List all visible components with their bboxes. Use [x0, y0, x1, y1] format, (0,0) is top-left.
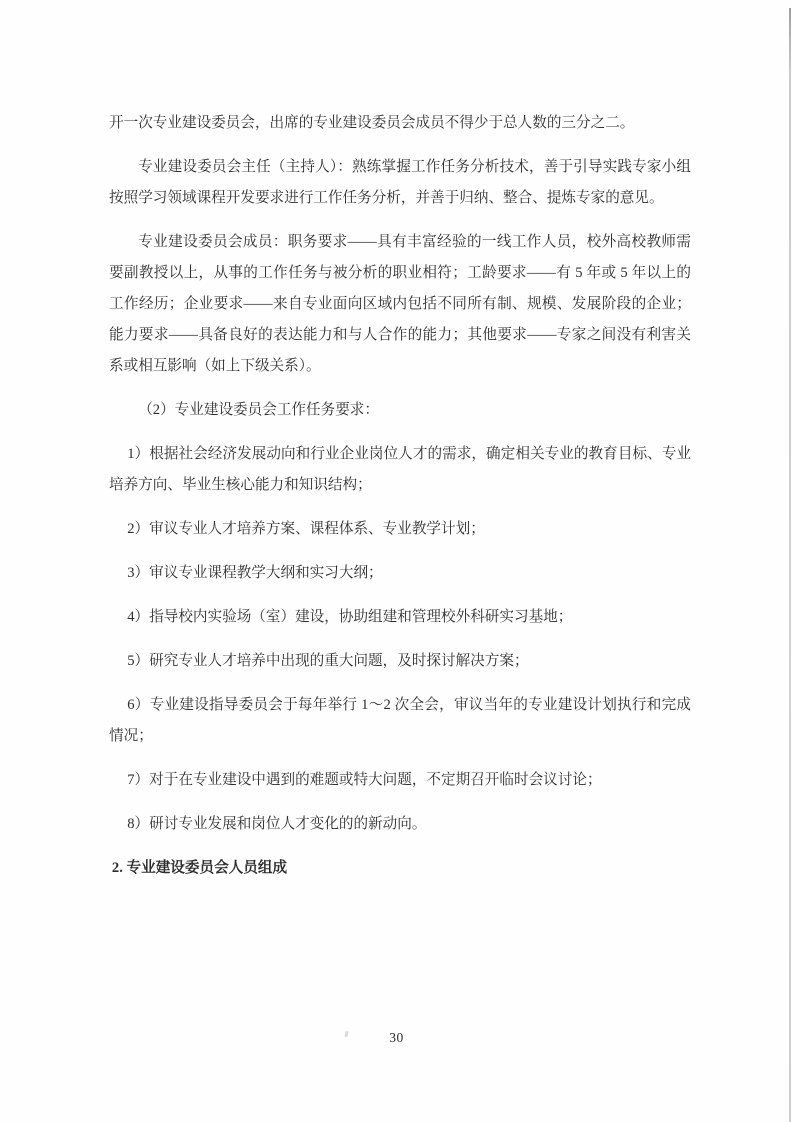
document-body [109, 108, 691, 897]
paragraph: 6）专业建设指导委员会于每年举行 1～2 次全会，审议当年的专业建设计划执行和完成情况； [109, 697, 691, 744]
scan-edge-artifact [789, 8, 791, 1122]
paragraph: 8）研讨专业发展和岗位人才变化的的新动向。 [127, 816, 427, 832]
paragraph: 1）根据社会经济发展动向和行业企业岗位人才的需求，确定相关专业的教育目标、专业培养方向、毕业生核心能力和知识结构； [109, 446, 691, 493]
paragraph: 2. 专业建设委员会人员组成 [111, 860, 288, 876]
paragraph: 专业建设委员会主任（主持人）：熟练掌握工作任务分析技术，善于引导实践专家小组按照学习领域课程开发要求进行工作任务分析，并善于归纳、整合、提炼专家的意见。 [109, 159, 691, 206]
paragraph: 3）审议专业课程教学大纲和实习大纲； [127, 565, 383, 581]
paragraph: 开一次专业建设委员会，出席的专业建设委员会成员不得少于总人数的三分之二。 [109, 115, 635, 131]
paragraph: （2）专业建设委员会工作任务要求： [138, 402, 379, 418]
page-number: 30 [389, 1030, 404, 1045]
paragraph: 4）指导校内实验场（室）建设，协助组建和管理校外科研实习基地； [127, 609, 573, 625]
paragraph: 5）研究专业人才培养中出现的重大问题，及时探讨解决方案； [127, 653, 529, 669]
paragraph: 7）对于在专业建设中遇到的难题或特大问题，不定期召开临时会议讨论； [127, 772, 602, 788]
paragraph: 2）审议专业人才培养方案、课程体系、专业教学计划； [127, 521, 485, 537]
paragraph: 专业建设委员会成员：职务要求——具有丰富经验的一线工作人员，校外高校教师需要副教授以上，从事的工作任务与被分析的职业相符；工龄要求——有 5 年或 5 年以上的工作经历；企业要求——来自专业面向区域内包括不同所有制、规模、发展阶段的企业；能力要求——具备良好的表达能力和与人合作的能力；其他要求——专家之间没有利害关系或相互影响（如上下级关系）。 [109, 234, 691, 374]
